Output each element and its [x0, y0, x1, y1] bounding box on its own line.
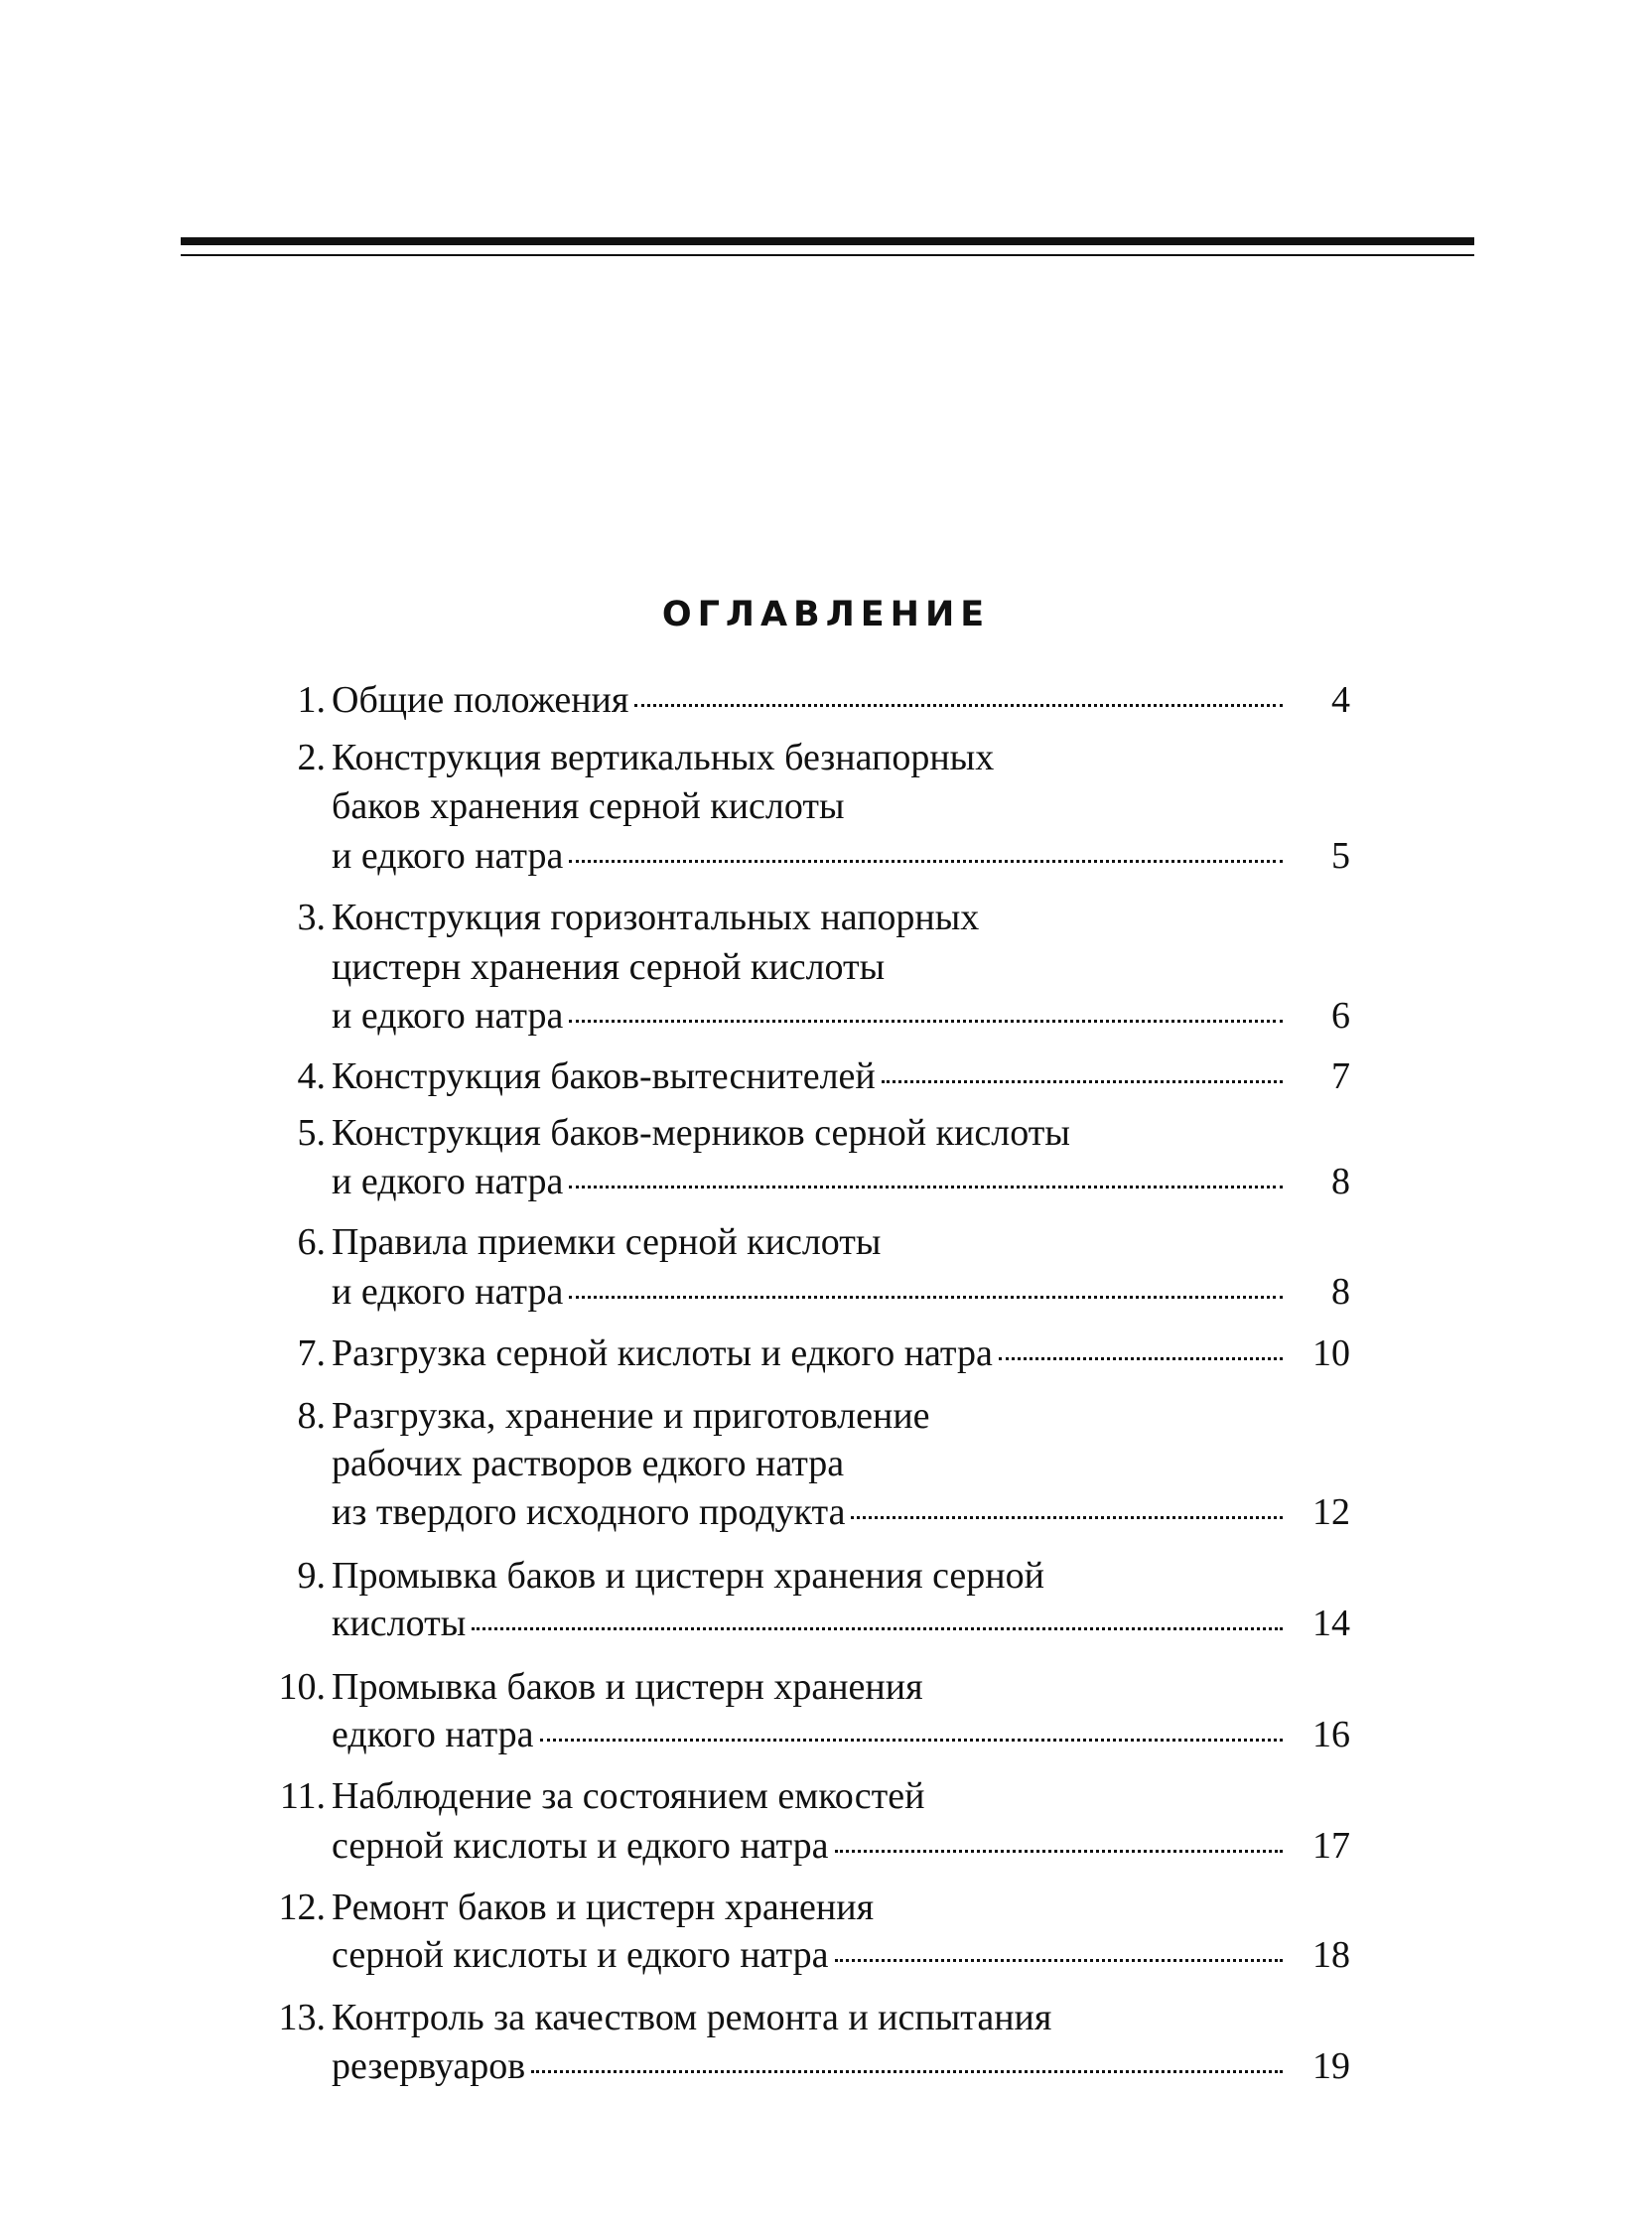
- toc-entry-text: и едкого натра: [332, 1271, 564, 1313]
- dot-leader: [569, 1296, 1283, 1299]
- toc-entry-text: кислоты: [332, 1603, 467, 1644]
- toc-entry-text: и едкого натра: [332, 1161, 564, 1202]
- toc-entry-line: [332, 1602, 1350, 1645]
- toc-entry-number: 3.: [297, 897, 326, 938]
- toc-entry-text: из твердого исходного продукта: [332, 1491, 846, 1533]
- toc-entry-page: 8: [1331, 1271, 1350, 1313]
- toc-entry-number: 8.: [297, 1395, 326, 1437]
- toc-entry-line: Контроль за качеством ремонта и испытания: [332, 1997, 1052, 2038]
- toc-entry-page: 4: [1331, 679, 1350, 721]
- toc-entry-line: [332, 678, 1350, 722]
- dot-leader: [882, 1080, 1283, 1083]
- dot-leader: [835, 1850, 1284, 1853]
- dot-leader: [569, 1186, 1283, 1188]
- toc-entry-number: 2.: [297, 737, 326, 778]
- toc-heading: ОГЛАВЛЕНИЕ: [661, 595, 991, 634]
- toc-entry-line: [332, 994, 1350, 1038]
- toc-entry-line: [332, 1713, 1350, 1756]
- toc-entry-number: 10.: [278, 1666, 326, 1708]
- dot-leader: [569, 1020, 1283, 1023]
- dot-leader: [835, 1959, 1284, 1962]
- toc-entry-line: Конструкция горизонтальных напорных: [332, 897, 980, 938]
- toc-entry-line: Промывка баков и цистерн хранения: [332, 1666, 923, 1708]
- toc-entry-line: [332, 1270, 1350, 1314]
- toc-entry-text: Общие положения: [332, 679, 629, 721]
- toc-entry-number: 12.: [278, 1887, 326, 1928]
- toc-entry-page: 8: [1331, 1161, 1350, 1202]
- toc-entry-text: и едкого натра: [332, 835, 564, 877]
- toc-entry-line: баков хранения серной кислоты: [332, 785, 845, 827]
- toc-entry-page: 17: [1312, 1825, 1350, 1867]
- toc-entry-line: рабочих растворов едкого натра: [332, 1443, 845, 1484]
- toc-entry-page: 12: [1312, 1491, 1350, 1533]
- toc-entry-page: 7: [1331, 1055, 1350, 1097]
- toc-entry-line: [332, 2044, 1350, 2088]
- dot-leader: [540, 1739, 1283, 1742]
- toc-entry-line: Разгрузка, хранение и приготовление: [332, 1395, 930, 1437]
- dot-leader: [472, 1627, 1283, 1630]
- toc-entry-line: Конструкция вертикальных безнапорных: [332, 737, 995, 778]
- toc-entry-page: 19: [1312, 2045, 1350, 2087]
- toc-entry-text: серной кислоты и едкого натра: [332, 1825, 829, 1867]
- toc-entry-text: серной кислоты и едкого натра: [332, 1934, 829, 1976]
- toc-entry-line: [332, 1331, 1350, 1375]
- toc-entry-number: 4.: [297, 1055, 326, 1097]
- dot-leader: [851, 1516, 1283, 1519]
- dot-leader: [569, 860, 1283, 863]
- toc-entry-number: 1.: [297, 679, 326, 721]
- toc-entry-text: и едкого натра: [332, 995, 564, 1037]
- toc-entry-number: 13.: [278, 1997, 326, 2038]
- toc-entry-page: 6: [1331, 995, 1350, 1037]
- toc-entry-text: едкого натра: [332, 1714, 534, 1755]
- toc-entry-line: Промывка баков и цистерн хранения серной: [332, 1555, 1044, 1597]
- toc-entry-line: Правила приемки серной кислоты: [332, 1221, 882, 1263]
- toc-entry-page: 10: [1312, 1332, 1350, 1374]
- toc-entry-line: [332, 1054, 1350, 1098]
- toc-entry-text: Разгрузка серной кислоты и едкого натра: [332, 1332, 993, 1374]
- toc-entry-line: Конструкция баков-мерников серной кислоты: [332, 1112, 1070, 1154]
- toc-entry-page: 5: [1331, 835, 1350, 877]
- toc-entry-number: 5.: [297, 1112, 326, 1154]
- toc-entry-number: 9.: [297, 1555, 326, 1597]
- toc-entry-line: [332, 1824, 1350, 1868]
- dot-leader: [531, 2070, 1283, 2073]
- toc-entry-line: [332, 1490, 1350, 1534]
- toc-entry-line: Наблюдение за состоянием емкостей: [332, 1775, 925, 1817]
- dot-leader: [999, 1357, 1283, 1360]
- toc-entry-line: цистерн хранения серной кислоты: [332, 946, 886, 988]
- toc-entry-page: 16: [1312, 1714, 1350, 1755]
- toc-entry-number: 6.: [297, 1221, 326, 1263]
- toc-entry-line: [332, 1160, 1350, 1203]
- toc-entry-line: [332, 834, 1350, 878]
- toc-entry-line: [332, 1933, 1350, 1977]
- dot-leader: [634, 704, 1283, 707]
- toc-entry-line: Ремонт баков и цистерн хранения: [332, 1887, 875, 1928]
- toc-entry-page: 18: [1312, 1934, 1350, 1976]
- toc-entry-number: 7.: [297, 1332, 326, 1374]
- toc-entry-text: резервуаров: [332, 2045, 526, 2087]
- toc-entry-page: 14: [1312, 1603, 1350, 1644]
- toc-entry-number: 11.: [279, 1775, 326, 1817]
- toc-entry-text: Конструкция баков-вытеснителей: [332, 1055, 876, 1097]
